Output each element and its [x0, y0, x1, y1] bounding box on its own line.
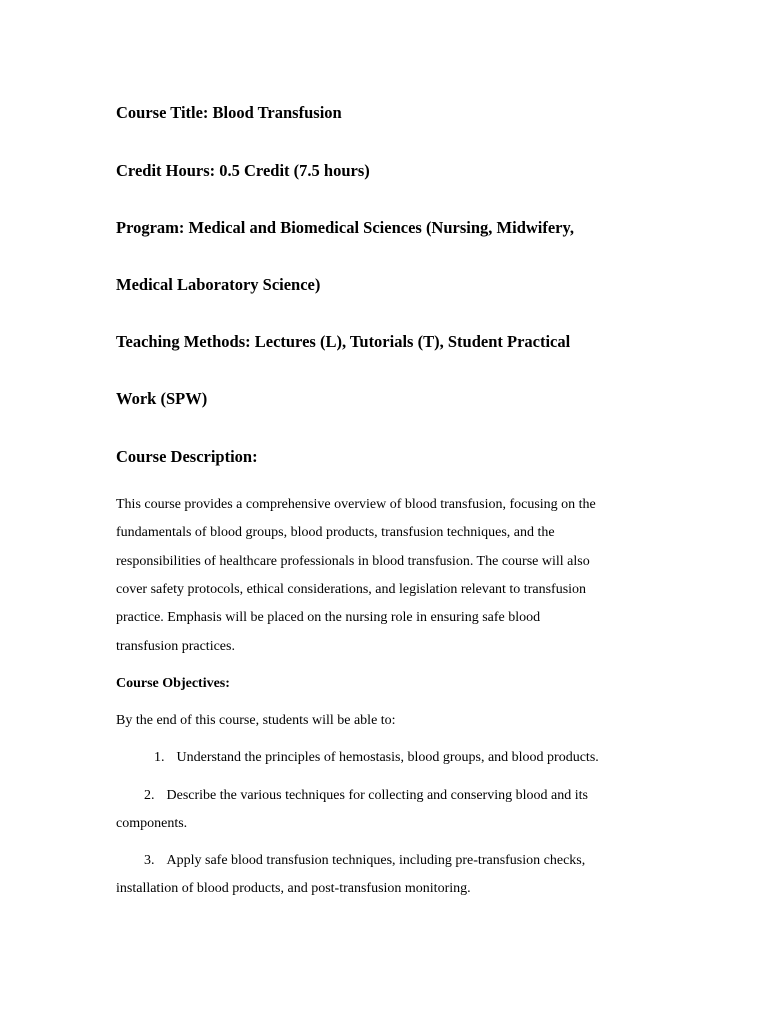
list-item — [116, 748, 599, 768]
objectives-intro: By the end of this course, students will be able to: — [116, 713, 396, 728]
course-description-heading: Course Description: — [116, 447, 258, 466]
teaching-methods-line-2: Work (SPW) — [116, 389, 208, 408]
description-line: transfusion practices. — [116, 639, 235, 654]
list-item-continuation: installation of blood products, and post-transfusion monitoring. — [116, 881, 471, 896]
credit-hours: Credit Hours: 0.5 Credit (7.5 hours) — [116, 161, 370, 180]
course-objectives-heading: Course Objectives: — [116, 676, 230, 691]
description-line: responsibilities of healthcare professionals in blood transfusion. The course will also — [116, 554, 590, 569]
program-line-2: Medical Laboratory Science) — [116, 275, 321, 294]
list-item-number: 2. — [144, 788, 155, 803]
list-item-number: 1. — [154, 750, 165, 765]
teaching-methods-line-1: Teaching Methods: Lectures (L), Tutorials (T), Student Practical — [116, 332, 571, 351]
description-line: practice. Emphasis will be placed on the nursing role in ensuring safe blood — [116, 610, 541, 625]
list-item — [116, 786, 588, 806]
course-title: Course Title: Blood Transfusion — [116, 103, 342, 122]
list-item-continuation: components. — [116, 816, 188, 831]
program-line-1: Program: Medical and Biomedical Sciences (Nursing, Midwifery, — [116, 218, 574, 237]
list-item-text: Apply safe blood transfusion techniques, including pre-transfusion checks, — [166, 853, 586, 868]
description-line: cover safety protocols, ethical considerations, and legislation relevant to transfusion — [116, 582, 587, 597]
list-item — [116, 851, 585, 871]
list-item-text: Describe the various techniques for collecting and conserving blood and its — [166, 788, 588, 803]
description-line: This course provides a comprehensive overview of blood transfusion, focusing on the — [116, 497, 596, 512]
list-item-number: 3. — [144, 853, 155, 868]
description-line: fundamentals of blood groups, blood products, transfusion techniques, and the — [116, 525, 555, 540]
list-item-text: Understand the principles of hemostasis, blood groups, and blood products. — [176, 750, 599, 765]
